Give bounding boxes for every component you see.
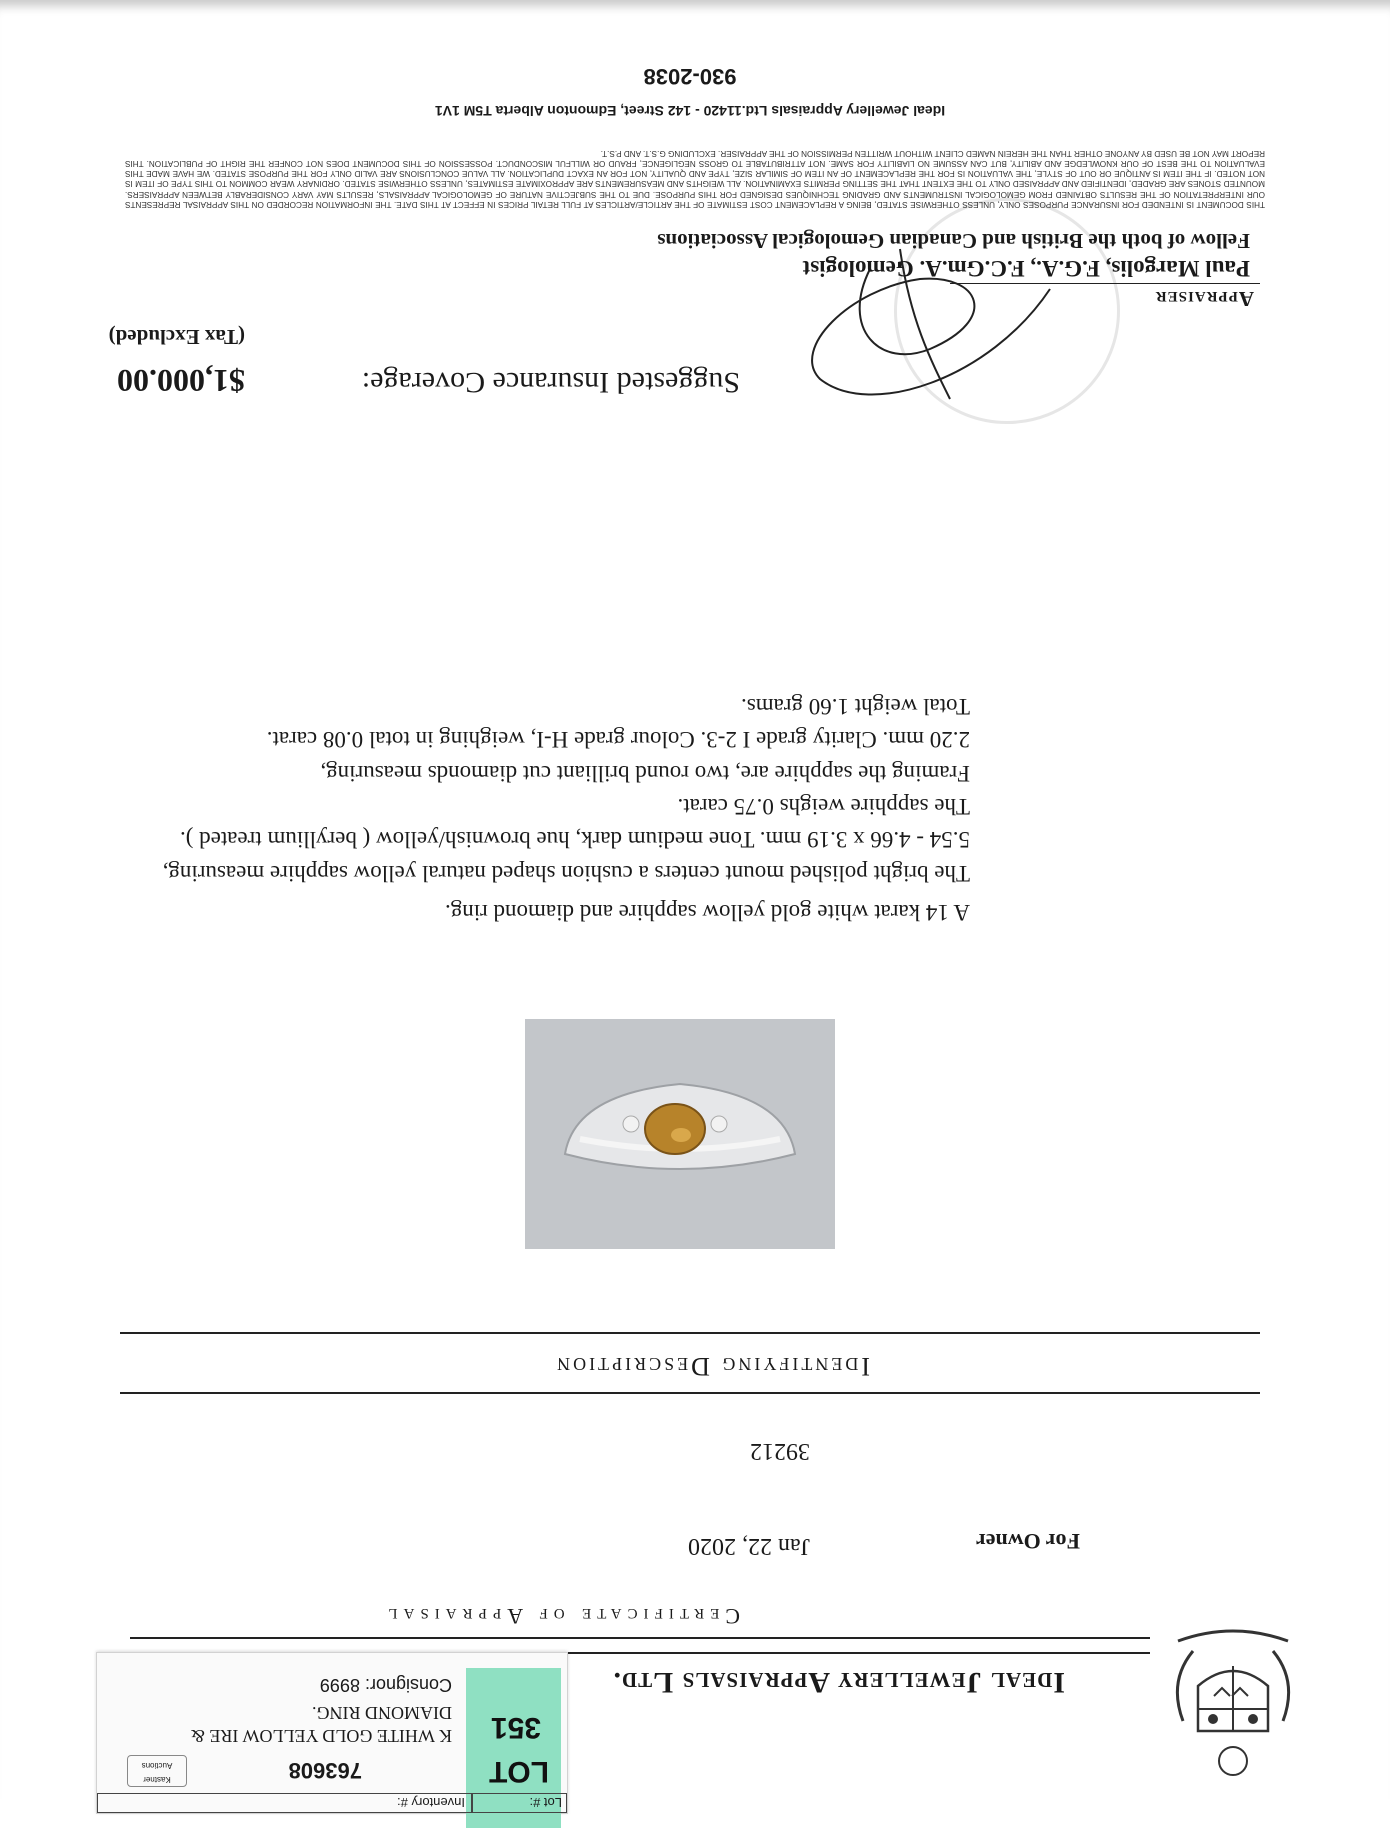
lot-number: 351 xyxy=(490,1711,541,1744)
item-description xyxy=(90,690,970,929)
company-address: Ideal Jewellery Appraisals Ltd.11420 - 142 Street, Edmonton Alberta T5M 1V1 xyxy=(434,103,946,119)
section-divider-top xyxy=(120,1392,1260,1394)
description-line: The bright polished mount centers a cushion shaped natural yellow sapphire measuring, xyxy=(162,860,970,886)
lot-item-title: K WHITE GOLD YELLOW IRE & DIAMOND RING. xyxy=(190,1703,452,1746)
description-line: The sapphire weighs 0.75 carat. xyxy=(677,793,970,819)
owner-label: For Owner xyxy=(975,1529,1080,1554)
description-line: A 14 karat white gold yellow sapphire and diamond ring. xyxy=(444,900,970,925)
certificate-title: Certificate of Appraisal xyxy=(382,1604,740,1629)
description-line: Total weight 1.60 grams. xyxy=(741,693,970,719)
appraisal-date: Jan 22, 2020 xyxy=(688,1533,810,1559)
ring-photo xyxy=(525,1019,835,1249)
reference-number: 39212 xyxy=(750,1438,810,1464)
coverage-label: Suggested Insurance Coverage: xyxy=(361,366,740,399)
section-divider-bottom xyxy=(120,1332,1260,1334)
header-divider-secondary xyxy=(130,1637,1150,1639)
company-name: Ideal Jewellery Appraisals Ltd. xyxy=(612,1666,1065,1699)
description-line: 5.54 - 4.66 x 3.19 mm. Tone medium dark, hue brownish/yellow ( beryllium treated ). xyxy=(179,827,970,853)
inventory-number: 763608 xyxy=(288,1758,362,1783)
coat-of-arms-crest-icon xyxy=(1158,1616,1308,1791)
signature-line xyxy=(950,283,1260,284)
description-line: Framing the sapphire are, two round brilliant cut diamonds measuring, xyxy=(320,760,970,786)
coverage-amount: $1,000.00 xyxy=(117,363,245,399)
appraiser-label: Appraiser xyxy=(1154,287,1254,311)
description-line: 2.20 mm. Clarity grade I 2-3. Colour grade H-I, weighing in total 0.08 carat. xyxy=(266,727,970,753)
inventory-label: Inventory #: xyxy=(97,1793,472,1813)
legal-disclaimer: THIS DOCUMENT IS INTENDED FOR INSURANCE PURPOSES ONLY, UNLESS OTHERWISE STATED, BEING A REPLACEMENT COST ESTIMATE OF THE ARTICLE/ARTICLES AT FULL RETAIL PRICES IN EFFECT AT THIS DATE. THE INFORMATION RECORDED ON THIS APPRAISAL REPRESENTS OUR INTERPRETATION OF THE RESULTS OBTAINED FROM GEMOLOGICAL INSTRUMENTS AND GRADING TECHNIQUES DESIGNED FOR THIS PURPOSE. DUE TO THE SUBJECTIVE NATURE OF GEMOLOGICAL APPRAISALS, RESULTS MAY VARY CONSIDERABLY BETWEEN APPRAISERS. MOUNTED STONES ARE GRADED, IDENTIFIED AND APPRAISED ONLY TO THE EXTENT THAT THE SETTING PERMITS EXAMINATION. ALL WEIGHTS AND MEASUREMENTS ARE APPROXIMATE ESTIMATES, UNLESS OTHERWISE STATED. ORDINARY WEAR COMMON TO THIS TYPE OF ITEM IS NOT NOTED. IF THE ITEM IS ANTIQUE OR OUT OF STYLE, THE VALUATION IS FOR THE REPLACEMENT OF AN ITEM OF SIMILAR SIZE, TYPE AND QUALITY, NOT FOR AN EXACT DUPLICATION. ALL VALUE CONCLUSIONS ARE VALID ONLY FOR THE PURPOSE STATED. WE HAVE MADE THIS EVALUATION TO THE BEST OF OUR KNOWLEDGE AND ABILITY, BUT CAN ASSUME NO LIABILITY FOR SAME. NOT ATTRIBUTABLE TO GROSS NEGLIGENCE, FRAUD OR WILLFUL MISCONDUCT. POSSESSION OF THIS DOCUMENT DOES NOT CONFER THE RIGHT OF PUBLICATION. THIS REPORT MAY NOT BE USED BY ANYONE OTHER THAN THE HEREIN NAMED CLIENT WITHOUT WRITTEN PERMISSION OF THE APPRAISER. EXCLUDING G.S.T. AND P.S.T. xyxy=(125,148,1265,209)
auction-house-logo: Kastner Auctions xyxy=(127,1755,187,1787)
tax-note: (Tax Excluded) xyxy=(108,325,245,349)
company-phone: 930-2038 xyxy=(643,64,737,89)
consignor-number: Consignor: 8999 xyxy=(319,1675,452,1695)
section-title: Identifying Description xyxy=(554,1352,870,1381)
appraiser-credentials: Fellow of both the British and Canadian Gemological Associations xyxy=(657,229,1250,253)
lot-word: LOT xyxy=(489,1755,549,1788)
appraiser-name: Paul Margolis, F.G.A., F.C.Gm.A. Gemologist xyxy=(802,256,1250,281)
lot-label: Lot #: xyxy=(472,1793,567,1813)
auction-lot-tag xyxy=(96,1652,568,1814)
